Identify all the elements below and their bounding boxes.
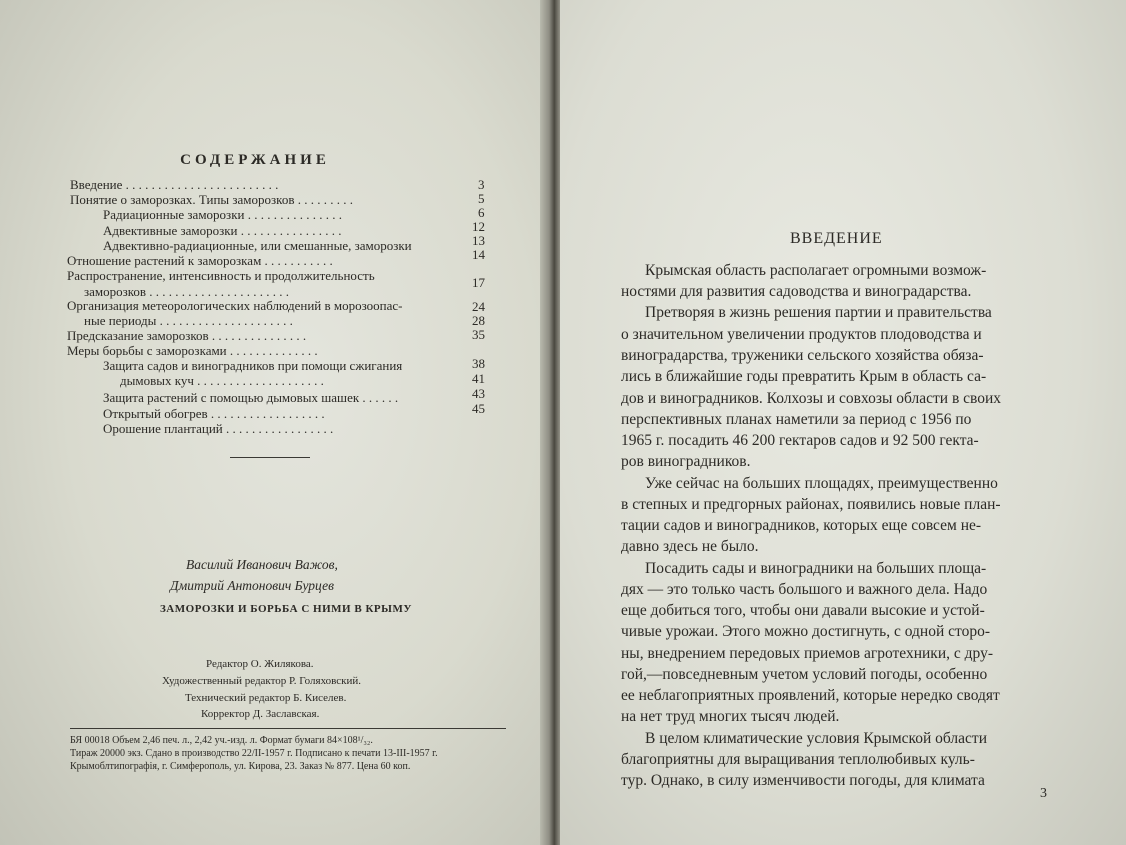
toc-entry: Понятие о заморозках. Типы заморозков . . . . . . . . . xyxy=(70,192,353,207)
divider xyxy=(230,457,310,458)
toc-page-number: 24 xyxy=(472,299,485,314)
text-line: ны, внедрением передовых приемов агротехники, с дру- xyxy=(621,645,993,662)
text-line: о значительном увеличении продуктов плодоводства и xyxy=(621,326,982,343)
toc-entry: Защита растений с помощью дымовых шашек . . . . . . xyxy=(103,390,399,405)
toc-page-number: 38 xyxy=(472,356,485,371)
divider xyxy=(70,728,506,729)
toc-entry: Организация метеорологических наблюдений в морозоопас- xyxy=(67,298,403,313)
text-line: 1965 г. посадить 46 200 гектаров садов и 92 500 гекта- xyxy=(621,432,979,449)
toc-page-number: 12 xyxy=(472,219,485,234)
toc-entry: Открытый обогрев . . . . . . . . . . . . . . . . . . xyxy=(103,406,325,421)
toc-title: СОДЕРЖАНИЕ xyxy=(180,152,330,168)
credit-line: Редактор О. Жилякова. xyxy=(206,658,314,670)
text-line: дях — это только часть большого и важного дела. Надо xyxy=(621,581,988,598)
toc-page-number: 14 xyxy=(472,247,485,262)
credit-line: Корректор Д. Заславская. xyxy=(201,708,320,720)
text-line: в степных и предгорных районах, появились новые план- xyxy=(621,496,1001,513)
imprint-line: Тираж 20000 экз. Сдано в производство 22/II-1957 г. Подписано к печати 13-III-1957 г. xyxy=(70,748,438,759)
text-line: перспективных планах наметили за период с 1956 по xyxy=(621,411,972,428)
text-line: тур. Однако, в силу изменчивости погоды, для климата xyxy=(621,772,985,789)
text-line: ностями для развития садоводства и виноградарства. xyxy=(621,283,972,300)
toc-page-number: 45 xyxy=(472,401,485,416)
toc-entry: заморозков . . . . . . . . . . . . . . . . . . . . . . xyxy=(84,284,290,299)
text-line: Крымская область располагает огромными возмож- xyxy=(645,262,987,279)
text-line: давно здесь не было. xyxy=(621,538,759,555)
author-name: Дмитрий Антонович Бурцев xyxy=(170,578,334,593)
toc-entry: Защита садов и виноградников при помощи сжигания xyxy=(103,358,403,373)
text-line: тации садов и виноградников, которых еще совсем не- xyxy=(621,517,982,534)
toc-entry: дымовых куч . . . . . . . . . . . . . . . . . . . . xyxy=(120,373,324,388)
text-line: благоприятны для выращивания теплолюбивых куль- xyxy=(621,751,975,768)
intro-title: ВВЕДЕНИЕ xyxy=(790,230,883,247)
toc-page-number: 3 xyxy=(478,177,485,192)
text-line: ее неблагоприятных проявлений, которые нередко сводят xyxy=(621,687,1000,704)
text-line: виноградарства, труженики сельского хозяйства обяза- xyxy=(621,347,984,364)
text-line: на нет труд многих тысяч людей. xyxy=(621,708,840,725)
toc-page-number: 6 xyxy=(478,205,485,220)
left-page xyxy=(0,0,548,845)
toc-entry: Отношение растений к заморозкам . . . . . . . . . . . xyxy=(67,253,333,268)
toc-page-number: 43 xyxy=(472,386,485,401)
toc-entry: Предсказание заморозков . . . . . . . . . . . . . . . xyxy=(67,328,307,343)
toc-page-number: 28 xyxy=(472,313,485,328)
text-line: чивые урожаи. Этого можно достигнуть, с одной сторо- xyxy=(621,623,991,640)
text-line: ров виноградников. xyxy=(621,453,751,470)
toc-page-number: 13 xyxy=(472,233,485,248)
author-name: Василий Иванович Важов, xyxy=(186,557,338,572)
text-line: Посадить сады и виноградники на больших площа- xyxy=(645,560,987,577)
toc-entry: Адвективно-радиационные, или смешанные, заморозки xyxy=(103,238,412,253)
text-line: Уже сейчас на больших площадях, преимущественно xyxy=(645,475,998,492)
toc-entry: Введение . . . . . . . . . . . . . . . . . . . . . . . . xyxy=(70,177,279,192)
toc-entry: Распространение, интенсивность и продолжительность xyxy=(67,268,375,283)
toc-entry: Меры борьбы с заморозками . . . . . . . . . . . . . . xyxy=(67,343,318,358)
imprint-line: БЯ 00018 Объем 2,46 печ. л., 2,42 уч.-изд. л. Формат бумаги 84×108¹/₃₂. xyxy=(70,735,373,746)
toc-entry: Орошение плантаций . . . . . . . . . . . . . . . . . xyxy=(103,421,334,436)
text-line: лись в ближайшие годы превратить Крым в область са- xyxy=(621,368,987,385)
text-line: еще добиться того, чтобы они давали высокие и устой- xyxy=(621,602,985,619)
toc-page-number: 41 xyxy=(472,371,485,386)
page-number: 3 xyxy=(1040,786,1047,801)
toc-entry: Адвективные заморозки . . . . . . . . . . . . . . . . xyxy=(103,223,342,238)
text-line: Претворяя в жизнь решения партии и правительства xyxy=(645,304,992,321)
toc-page-number: 17 xyxy=(472,275,485,290)
toc-page-number: 5 xyxy=(478,191,485,206)
text-line: гой,—повседневным учетом условий погоды, особенно xyxy=(621,666,988,683)
toc-entry: Радиационные заморозки . . . . . . . . . . . . . . . xyxy=(103,207,342,222)
credit-line: Технический редактор Б. Киселев. xyxy=(185,692,347,704)
text-line: дов и виноградников. Колхозы и совхозы области в своих xyxy=(621,390,1002,407)
toc-entry: ные периоды . . . . . . . . . . . . . . . . . . . . . xyxy=(84,313,293,328)
text-line: В целом климатические условия Крымской области xyxy=(645,730,987,747)
imprint-line: Крымоблтипографія, г. Симферополь, ул. Кирова, 23. Заказ № 877. Цена 60 коп. xyxy=(70,761,411,772)
toc-page-number: 35 xyxy=(472,327,485,342)
credit-line: Художественный редактор Р. Голяховский. xyxy=(162,675,362,687)
book-title: ЗАМОРОЗКИ И БОРЬБА С НИМИ В КРЫМУ xyxy=(160,603,412,615)
